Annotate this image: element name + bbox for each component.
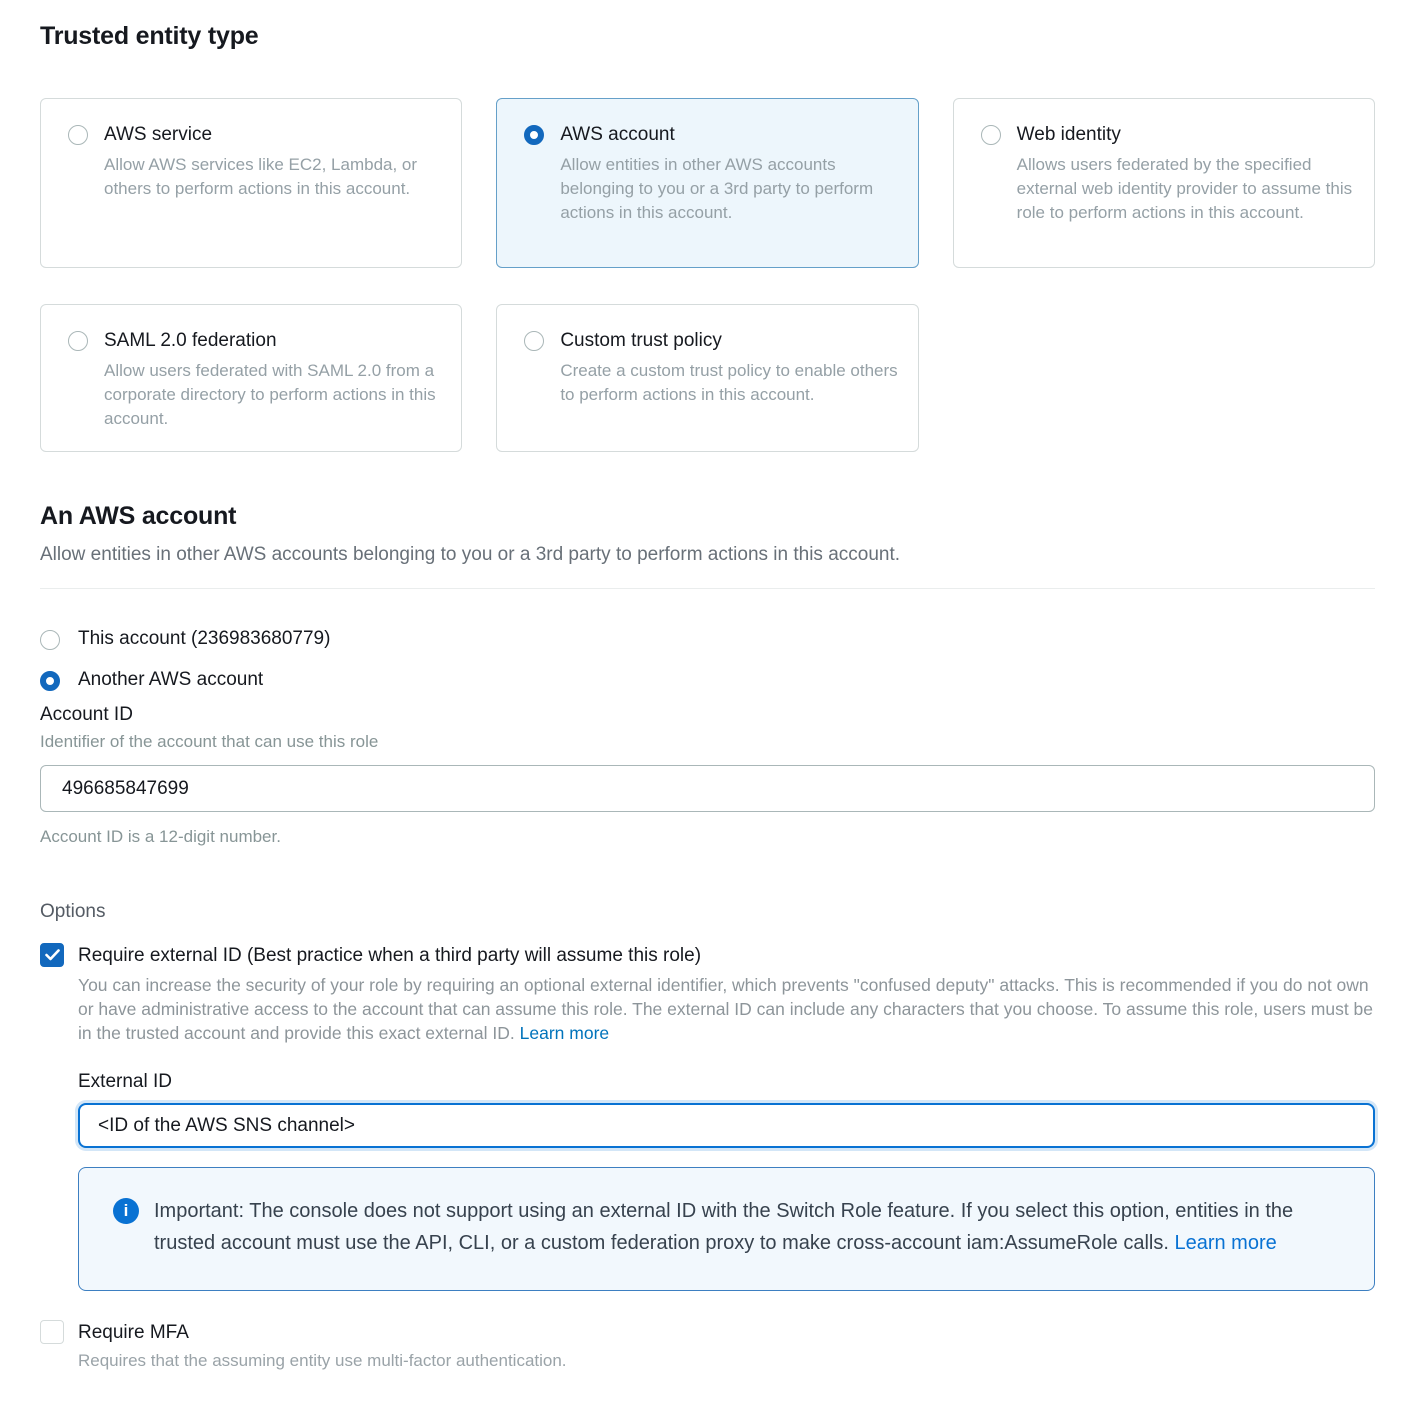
card-aws-account[interactable] [496, 98, 918, 268]
radio-this-account-icon[interactable] [40, 630, 60, 650]
section-title: An AWS account [40, 502, 237, 530]
require-mfa-row[interactable] [40, 1320, 1375, 1345]
card-description: Allow entities in other AWS accounts belonging to you or a 3rd party to perform actions in this account. [560, 155, 874, 222]
radio-custom-trust-policy-icon[interactable] [524, 331, 544, 351]
options-label: Options [40, 901, 106, 922]
trusted-entity-cards [40, 98, 1375, 452]
card-description: Allow users federated with SAML 2.0 from a corporate directory to perform actions in this account. [104, 361, 436, 428]
info-box-text [154, 1195, 1340, 1259]
account-id-input[interactable] [40, 765, 1375, 812]
card-title: Web identity [1016, 124, 1121, 145]
radio-this-account-label: This account (236983680779) [78, 628, 331, 649]
card-web-identity-body [1017, 124, 1354, 225]
require-mfa-label: Require MFA [78, 1322, 189, 1343]
card-custom-trust-policy[interactable] [496, 304, 918, 452]
require-mfa-block [40, 1320, 1375, 1371]
card-title: AWS account [560, 124, 675, 145]
page-title: Trusted entity type [40, 22, 259, 50]
radio-web-identity-icon[interactable] [981, 125, 1001, 145]
require-external-id-checkbox[interactable] [40, 943, 64, 967]
radio-another-account-icon[interactable] [40, 671, 60, 691]
radio-aws-service-icon[interactable] [68, 125, 88, 145]
info-learn-more-link[interactable]: Learn more [1174, 1232, 1277, 1254]
card-saml-federation[interactable] [40, 304, 462, 452]
section-description: Allow entities in other AWS accounts belonging to you or a 3rd party to perform actions in this account. [40, 544, 901, 565]
section-divider [40, 588, 1375, 589]
external-id-description-text: You can increase the security of your role by requiring an optional external identifier, which prevents "confused deputy" attacks. This is recommended if you do not own or have administrative access to the account that can assume this role. The external ID can include any characters that you choose. To assume this role, users must be in the trusted account and provide this exact external ID. [78, 975, 1374, 1043]
card-description: Create a custom trust policy to enable others to perform actions in this account. [560, 361, 898, 404]
card-saml-federation-body [104, 330, 441, 431]
require-mfa-checkbox[interactable] [40, 1320, 64, 1344]
external-id-info-box [78, 1167, 1375, 1291]
card-aws-service[interactable] [40, 98, 462, 268]
info-box-message: Important: The console does not support using an external ID with the Switch Role feature. If you select this option, entities in the trusted account must use the API, CLI, or a custom federation proxy to make cross-account iam:AssumeRole calls. [154, 1200, 1294, 1254]
card-description: Allows users federated by the specified external web identity provider to assume this role to perform actions in this account. [1016, 155, 1353, 222]
card-title: AWS service [104, 124, 213, 145]
require-external-id-row[interactable] [40, 943, 1375, 968]
card-title: Custom trust policy [560, 330, 722, 351]
card-description: Allow AWS services like EC2, Lambda, or others to perform actions in this account. [104, 155, 418, 198]
external-id-input[interactable] [78, 1103, 1375, 1148]
card-aws-account-body [560, 124, 897, 225]
radio-another-account-label: Another AWS account [78, 669, 264, 690]
card-web-identity[interactable] [953, 98, 1375, 268]
info-icon: i [113, 1198, 139, 1224]
account-id-label: Account ID [40, 704, 133, 725]
card-custom-trust-policy-body [560, 330, 897, 407]
radio-row-another-account[interactable] [40, 669, 1375, 691]
card-title: SAML 2.0 federation [104, 330, 277, 351]
external-id-field-label: External ID [78, 1071, 172, 1092]
radio-row-this-account[interactable] [40, 628, 1375, 650]
account-id-sublabel: Identifier of the account that can use this role [40, 732, 379, 751]
radio-aws-account-icon[interactable] [524, 125, 544, 145]
require-mfa-description: Requires that the assuming entity use multi-factor authentication. [78, 1351, 567, 1370]
external-id-learn-more-link[interactable]: Learn more [519, 1023, 610, 1043]
external-id-description [78, 973, 1375, 1045]
checkmark-icon [45, 949, 60, 961]
require-external-id-label: Require external ID (Best practice when a third party will assume this role) [78, 945, 702, 966]
account-id-help: Account ID is a 12-digit number. [40, 827, 281, 846]
card-aws-service-body [104, 124, 441, 201]
radio-saml-federation-icon[interactable] [68, 331, 88, 351]
